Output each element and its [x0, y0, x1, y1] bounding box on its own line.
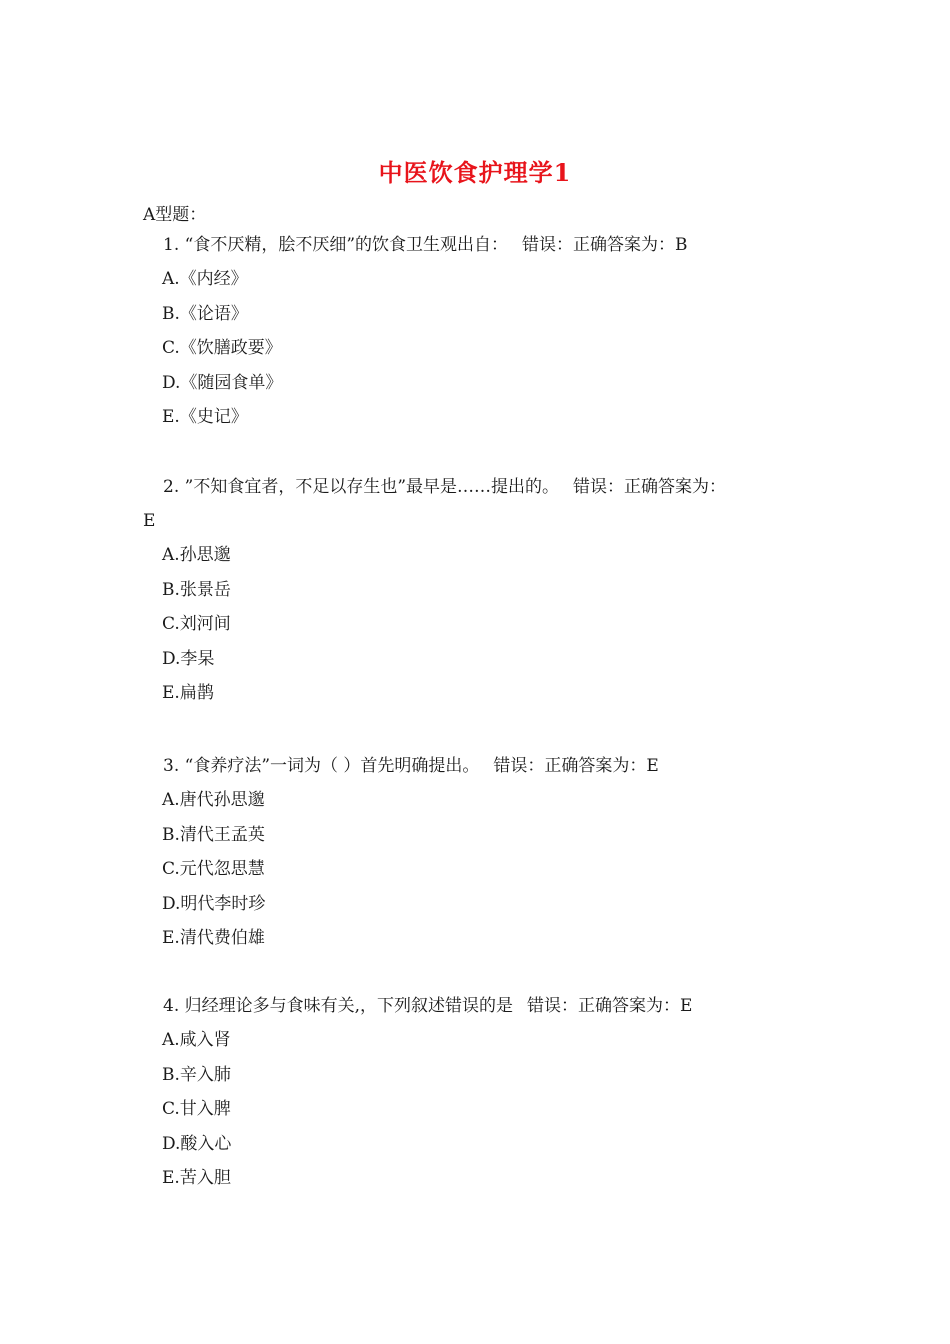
- option-d: D.李杲: [162, 648, 215, 669]
- question-3: [143, 749, 823, 956]
- option-b: B.张景岳: [162, 579, 231, 600]
- option-e: E.扁鹊: [162, 683, 214, 703]
- option-list: [143, 538, 823, 711]
- option-c: C.《饮膳政要》: [162, 338, 282, 358]
- answer-note: 错误：正确答案为：B: [522, 235, 688, 255]
- question-text: 2. ”不知食宜者，不足以存生也”最早是……提出的。: [163, 477, 560, 497]
- question-text: 4. 归经理论多与食味有关,，下列叙述错误的是: [163, 996, 514, 1016]
- option-b: B.辛入肺: [162, 1064, 231, 1085]
- option-d: D.明代李时珍: [162, 893, 266, 914]
- option-a: A.咸入肾: [162, 1030, 231, 1050]
- question-4: [143, 989, 823, 1196]
- question-stem: [143, 989, 823, 1023]
- answer-note: 错误：正确答案为：: [573, 477, 727, 497]
- option-a: A.孙思邈: [162, 545, 231, 565]
- question-1: [143, 228, 823, 435]
- question-stem: [143, 749, 823, 783]
- question-2: [143, 470, 823, 711]
- question-stem: [143, 228, 823, 262]
- option-d: D.《随园食单》: [162, 372, 283, 393]
- option-c: C.元代忽思慧: [162, 859, 265, 879]
- option-b: B.《论语》: [162, 303, 248, 324]
- answer-note: 错误：正确答案为：E: [493, 756, 659, 776]
- option-a: A.《内经》: [162, 269, 248, 289]
- option-list: [143, 1023, 823, 1196]
- section-label: A型题：: [143, 205, 207, 225]
- question-text: 3. “食养疗法”一词为（ ）首先明确提出。: [163, 756, 480, 776]
- option-d: D.酸入心: [162, 1133, 232, 1154]
- document-title: 中医饮食护理学1: [378, 158, 572, 187]
- option-e: E.《史记》: [162, 407, 248, 427]
- question-text: 1. “食不厌精，脍不厌细”的饮食卫生观出自：: [163, 235, 509, 255]
- option-list: [143, 783, 823, 956]
- option-c: C.刘河间: [162, 614, 231, 634]
- answer-note: 错误：正确答案为：E: [527, 996, 693, 1016]
- option-e: E.清代费伯雄: [162, 928, 265, 948]
- question-stem: [143, 470, 823, 538]
- option-b: B.清代王孟英: [162, 824, 265, 845]
- option-c: C.甘入脾: [162, 1099, 231, 1119]
- answer-continuation: E: [143, 511, 156, 531]
- option-list: [143, 262, 823, 435]
- option-e: E.苦入胆: [162, 1168, 231, 1188]
- option-a: A.唐代孙思邈: [162, 790, 265, 810]
